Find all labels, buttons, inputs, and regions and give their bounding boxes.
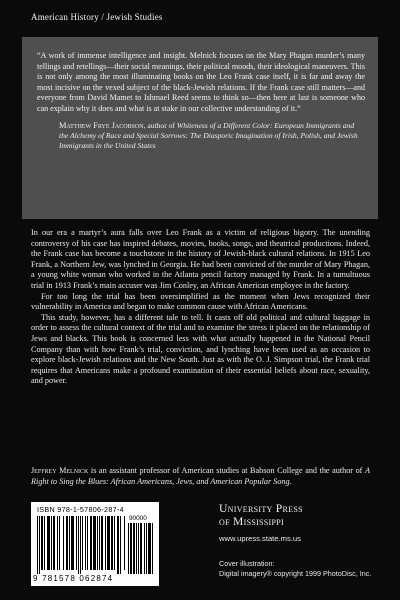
barcode-addon-digits: 90000 xyxy=(129,515,147,522)
barcode-bar xyxy=(85,516,86,570)
publisher-url: www.upress.state.ms.us xyxy=(219,534,301,543)
barcode-main-bars xyxy=(37,516,125,574)
barcode-bar xyxy=(44,516,45,570)
description-paragraph: This study, however, has a different tale to tell. It casts off old political and cultural baggage in order to assess the cultural context of the trial and to examine the stress it placed on the relationship of Jews and blacks. This book is concerned less with what actually happened in the National Pencil Company than with how Frank’s trial, conviction, and lynching have been used as an occasion to explore black-Jewish relations and the New South. Just as with the O. J. Simpson trial, the Frank trial requires that Americans make a profound examination of their essential beliefs about race, sexuality, and power. xyxy=(31,312,370,386)
publisher-line-2: of Mississippi xyxy=(219,514,284,528)
praise-box xyxy=(22,37,378,219)
barcode-bar xyxy=(105,516,106,570)
description-paragraph: In our era a martyr’s aura falls over Leo Frank as a victim of religious bigotry. The unending controversy of his case has inspired debates, movies, books, songs, and theatrical productions. Indeed, the Frank case has become a touchstone in the history of Jewish-black cultural relations. In 1915 Leo Frank, a Northern Jew, was lynched in Georgia. He had been convicted of the murder of Mary Phagan, a young white woman who worked in the Atlanta pencil factory managed by Frank. In a tumultuous trial in 1913 Frank’s main accuser was Jim Conley, an African American employee in the factory. xyxy=(31,228,370,290)
barcode-bar xyxy=(69,516,70,570)
praise-attribution xyxy=(59,121,365,151)
barcode-bar xyxy=(133,523,135,574)
barcode-bar xyxy=(66,516,68,570)
barcode-bar xyxy=(76,516,77,570)
bio-book-title: A Right to Sing the Blues: African Americans, Jews, and American Popular Song xyxy=(31,466,370,486)
barcode-bar xyxy=(97,516,98,570)
barcode-bar xyxy=(101,516,103,570)
cover-illustration-credit xyxy=(219,559,371,578)
barcode-bar xyxy=(78,516,79,574)
barcode-bar xyxy=(80,516,81,574)
barcode-bar xyxy=(138,523,139,574)
barcode-bar xyxy=(82,516,83,570)
barcode-bar xyxy=(90,516,92,570)
barcode-bar xyxy=(47,516,50,570)
barcode-bar xyxy=(114,516,115,570)
barcode-bar xyxy=(136,523,137,574)
barcode-ean-digits: 9 781578 062874 xyxy=(33,574,114,583)
barcode-bar xyxy=(53,516,55,570)
isbn-barcode xyxy=(31,502,159,586)
publisher-line-1: University Press xyxy=(219,502,303,515)
barcode-bar xyxy=(107,516,110,570)
praise-author-name: Matthew Frye Jacobson xyxy=(59,121,144,131)
barcode-bar xyxy=(57,516,58,570)
barcode-bar xyxy=(71,516,74,570)
praise-quote: “A work of immense intelligence and insight. Melnick focuses on the Mary Phagan murder’s many tellings and retellings—their social meanings, their political moods, their ideological maneuvers. This is not only among the most illuminating books on the Leo Frank case itself, it is far and away the most incisive on the vexed subject of the black-Jewish relations. If the Frank case still matters—and everyone from David Mamet to Ishmael Reed seems to think so—then here at last is someone who can explain why it does and what is at stake in our collective understanding of it.” xyxy=(37,51,365,113)
book-description xyxy=(31,228,370,387)
barcode-bar xyxy=(63,516,64,570)
barcode-bar xyxy=(140,523,142,574)
barcode-bar xyxy=(128,523,129,574)
barcode-bar xyxy=(152,523,153,574)
cover-illustration-credit-text: Digital imagery® copyright 1999 PhotoDisc, Inc. xyxy=(219,568,372,578)
barcode-bar xyxy=(37,516,38,574)
barcode-bar xyxy=(117,516,119,574)
barcode-bar xyxy=(87,516,88,570)
cover-illustration-label: Cover illustration: xyxy=(219,559,275,568)
barcode-bar xyxy=(93,516,96,570)
bio-author-name: Jeffrey Melnick xyxy=(31,466,89,475)
barcode-bar xyxy=(99,516,100,570)
barcode-bar xyxy=(41,516,43,570)
barcode-bar xyxy=(51,516,52,570)
bio-text: is an assistant professor of American studies at Babson College and the author of xyxy=(88,466,365,475)
barcode-bar xyxy=(111,516,113,570)
category-label: American History / Jewish Studies xyxy=(31,12,163,22)
bio-end: . xyxy=(289,476,292,486)
author-bio xyxy=(31,466,370,487)
barcode-bar xyxy=(124,516,125,570)
barcode-bar xyxy=(148,523,151,574)
barcode-bar xyxy=(39,516,40,574)
description-paragraph: For too long the trial has been oversimplified as the moment when Jews recognized their vulnerability in America and began to make common cause with African Americans. xyxy=(31,291,370,312)
barcode-bar xyxy=(146,523,147,574)
barcode-bar xyxy=(144,523,145,574)
barcode-bar xyxy=(130,523,132,574)
praise-author-books: Whiteness of a Different Color: European Immigrants and the Alchemy of Race and Special Sorrows: The Diasporic Imagination of Irish, Polish, and Jewish Immigrants in the United States xyxy=(59,121,358,151)
isbn-label: ISBN 978-1-57806-287-4 xyxy=(37,505,124,514)
barcode-addon-bars xyxy=(128,523,154,574)
barcode-bar xyxy=(59,516,60,570)
publisher-name xyxy=(219,503,303,528)
barcode-bar xyxy=(120,516,121,574)
praise-author-intro: , author of xyxy=(143,121,177,131)
